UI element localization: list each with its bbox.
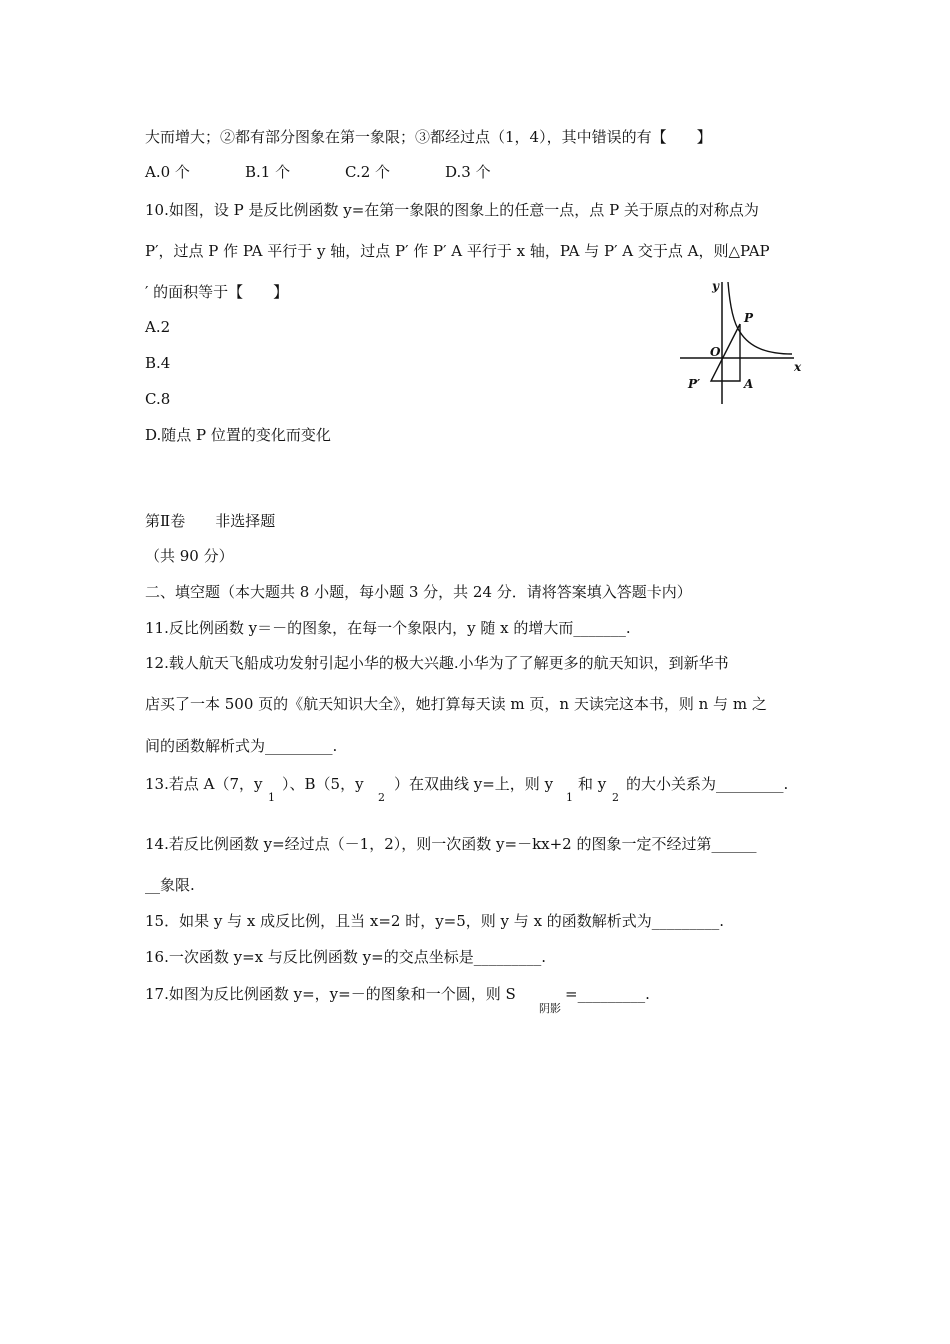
section-heading: 二、填空题（本大题共 8 小题，每小题 3 分，共 24 分．请将答案填入答题卡内）: [145, 583, 692, 601]
q10-line-1: 10.如图，设 P 是反比例函数 y=在第一象限的图象上的任意一点，点 P 关于原点的对称点为: [145, 201, 759, 219]
label-y: y: [712, 279, 719, 293]
q10-figure: [676, 278, 806, 404]
q13-sub-2: 2: [378, 791, 385, 804]
q9-option-a: A.0 个: [145, 163, 190, 181]
label-a: A: [744, 377, 754, 391]
q14-line-1: 14.若反比例函数 y=经过点（－1，2），则一次函数 y=－kx+2 的图象一定不经过第______: [145, 835, 757, 853]
part2-title: 第Ⅱ卷 非选择题: [145, 512, 276, 530]
q13-sub-4: 2: [612, 791, 619, 804]
label-p: P: [744, 311, 754, 325]
label-p-prime: P′: [688, 377, 701, 391]
q16-text: 16.一次函数 y=x 与反比例函数 y=的交点坐标是_________.: [145, 948, 546, 966]
q15-text: 15．如果 y 与 x 成反比例，且当 x=2 时，y=5，则 y 与 x 的函数解析式为_________.: [145, 912, 725, 930]
q10-line-3: ′ 的面积等于【 】: [145, 283, 289, 301]
label-x: x: [794, 360, 802, 374]
label-o: O: [710, 345, 721, 359]
q10-option-b: B.4: [145, 354, 171, 372]
q13-part-2: ）、B（5，y: [282, 775, 364, 793]
q13-part-5: 的大小关系为_________.: [626, 775, 789, 793]
q11-text: 11.反比例函数 y＝－的图象，在每一个象限内，y 随 x 的增大而_______.: [145, 619, 631, 637]
q9-option-d: D.3 个: [445, 163, 491, 181]
hyperbola-diagram: [676, 278, 806, 404]
q14-line-2: __象限.: [145, 876, 195, 894]
q10-option-d: D.随点 P 位置的变化而变化: [145, 426, 331, 444]
q13-part-1: 13.若点 A（7，y: [145, 775, 263, 793]
q9-option-b: B.1 个: [245, 163, 291, 181]
q17-sub: 阴影: [539, 1002, 561, 1015]
q10-option-c: C.8: [145, 390, 171, 408]
q13-sub-1: 1: [268, 791, 275, 804]
q12-line-3: 间的函数解析式为_________.: [145, 737, 338, 755]
q10-option-a: A.2: [145, 318, 171, 336]
q13-part-4: 和 y: [578, 775, 607, 793]
q9-option-c: C.2 个: [345, 163, 391, 181]
part2-score: （共 90 分）: [145, 547, 234, 565]
q12-line-2: 店买了一本 500 页的《航天知识大全》，她打算每天读 m 页，n 天读完这本书，则 n 与 m 之: [145, 695, 767, 713]
q17-tail: =_________.: [565, 985, 650, 1003]
q17-main: 17.如图为反比例函数 y=，y=－的图象和一个圆，则 S: [145, 985, 516, 1003]
q10-line-2: P′，过点 P 作 PA 平行于 y 轴，过点 P′ 作 P′ A 平行于 x 轴，PA 与 P′ A 交于点 A，则△PAP: [145, 242, 770, 260]
q13-part-3: ）在双曲线 y=上，则 y: [394, 775, 554, 793]
q13-sub-3: 1: [566, 791, 573, 804]
hyperbola-curve: [728, 282, 792, 354]
q9-continuation: 大而增大；②都有部分图象在第一象限；③都经过点（1，4），其中错误的有【 】: [145, 128, 712, 146]
q12-line-1: 12.载人航天飞船成功发射引起小华的极大兴趣.小华为了了解更多的航天知识，到新华书: [145, 654, 729, 672]
